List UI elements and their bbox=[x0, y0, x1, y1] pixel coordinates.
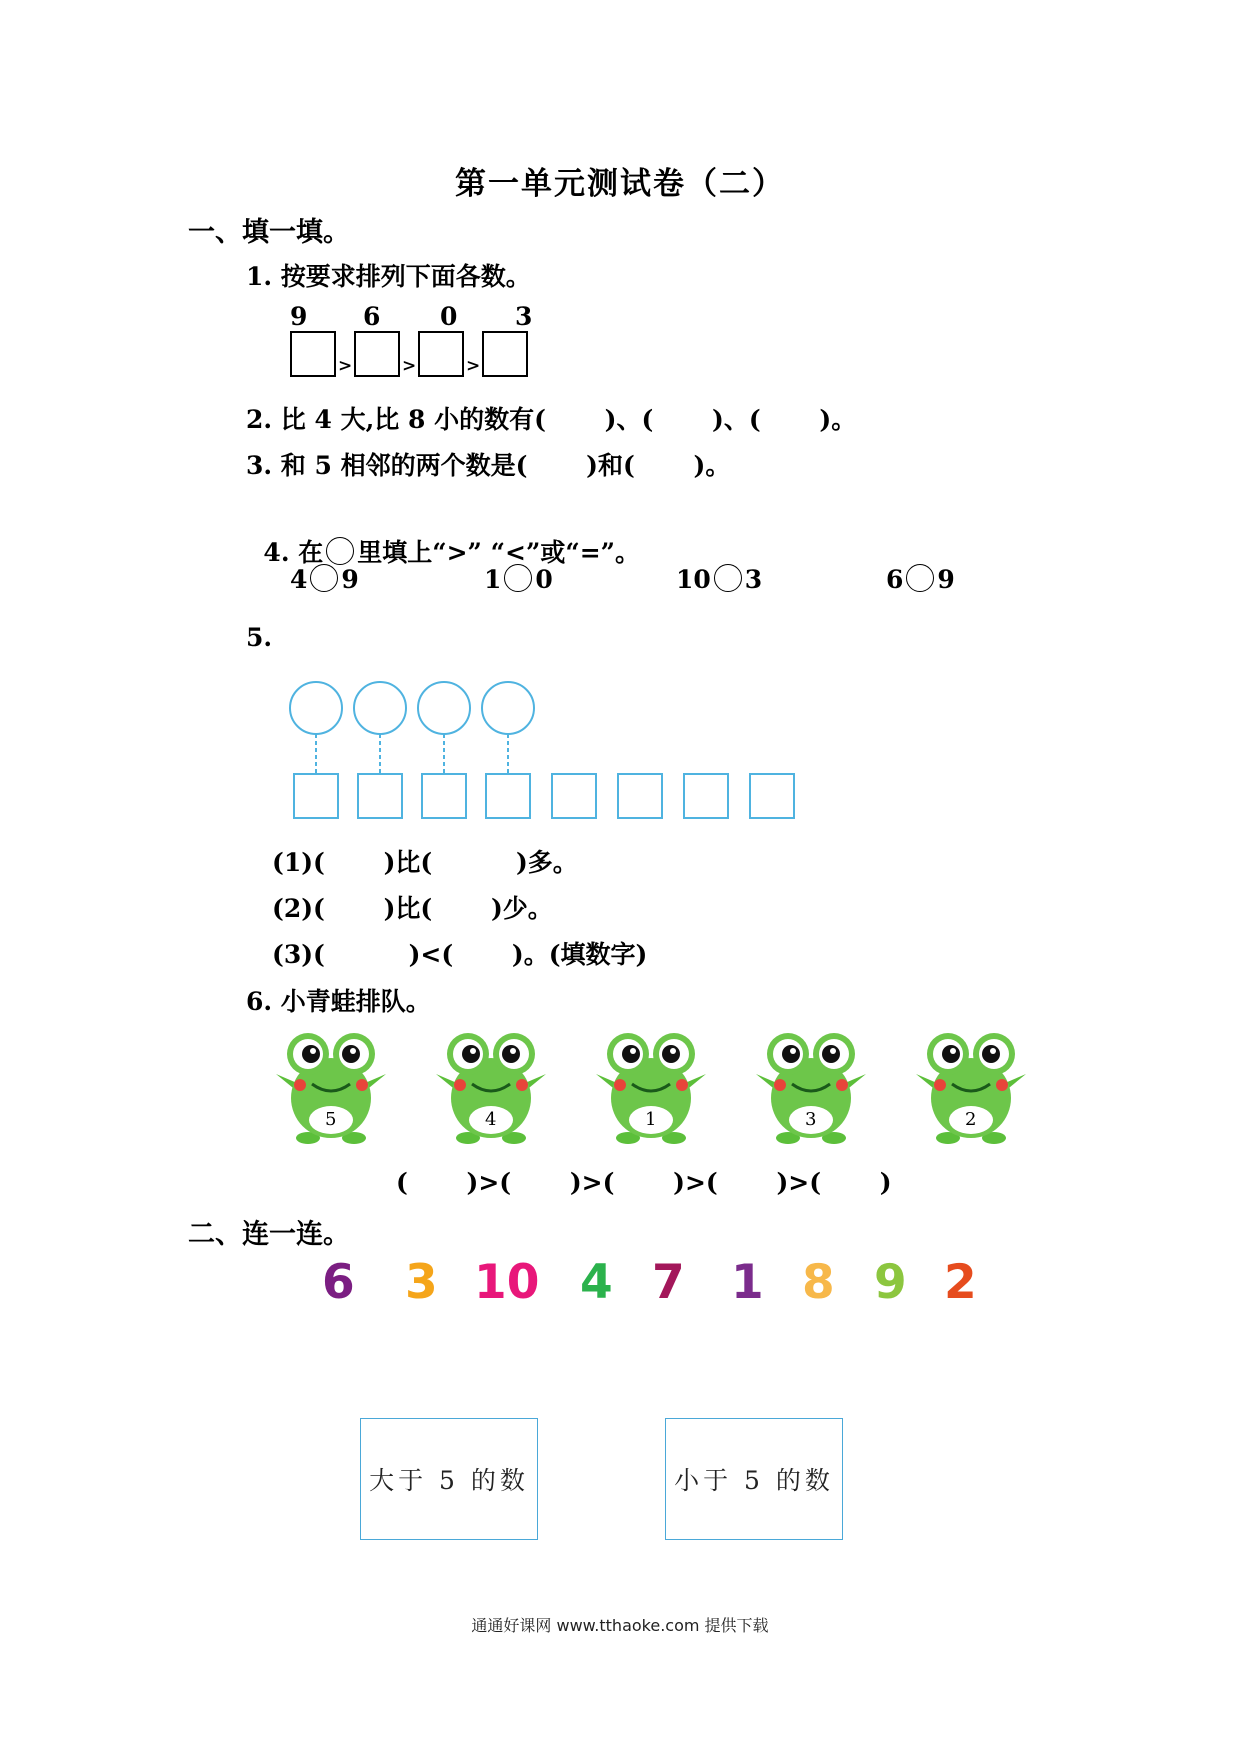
compare-item bbox=[676, 564, 762, 594]
circle-square-diagram bbox=[280, 670, 820, 820]
blue-circle bbox=[354, 682, 406, 734]
q3-text: 3. 和 5 相邻的两个数是( )和( )。 bbox=[246, 451, 731, 480]
answer-box[interactable] bbox=[482, 331, 528, 377]
compare-item bbox=[484, 564, 553, 594]
frog-icon bbox=[908, 1030, 1034, 1148]
compare-left: 6 bbox=[886, 565, 904, 594]
answer-box[interactable] bbox=[354, 331, 400, 377]
blue-circle bbox=[418, 682, 470, 734]
blue-square bbox=[486, 774, 530, 818]
blue-square bbox=[358, 774, 402, 818]
compare-right: 0 bbox=[535, 565, 553, 594]
compare-left: 4 bbox=[290, 565, 308, 594]
q5-line-2: (2)( )比( )少。 bbox=[272, 894, 553, 923]
q5-line-1: (1)( )比( )多。 bbox=[272, 848, 578, 877]
answer-box[interactable] bbox=[290, 331, 336, 377]
colored-number[interactable]: 9 bbox=[874, 1255, 907, 1310]
compare-item bbox=[290, 564, 359, 594]
colored-number[interactable]: 4 bbox=[580, 1255, 613, 1310]
answer-box[interactable] bbox=[418, 331, 464, 377]
blue-square bbox=[684, 774, 728, 818]
frog-icon bbox=[588, 1030, 714, 1148]
colored-number[interactable]: 10 bbox=[474, 1255, 540, 1310]
blue-circle bbox=[482, 682, 534, 734]
q1-number: 3 bbox=[515, 302, 533, 331]
compare-right: 9 bbox=[341, 565, 359, 594]
greater-than-sign: > bbox=[338, 356, 353, 376]
colored-number[interactable]: 3 bbox=[405, 1255, 438, 1310]
compare-right: 3 bbox=[744, 565, 763, 594]
colored-number[interactable]: 2 bbox=[944, 1255, 977, 1310]
q4-prompt bbox=[246, 504, 640, 569]
frog bbox=[428, 1030, 554, 1152]
frog-icon bbox=[428, 1030, 554, 1148]
frog-number: 2 bbox=[965, 1109, 977, 1130]
section2-heading: 二、连一连。 bbox=[188, 1219, 350, 1250]
q5-label: 5. bbox=[246, 623, 273, 652]
frog bbox=[908, 1030, 1034, 1152]
footer-text: 通通好课网 www.tthaoke.com 提供下载 bbox=[471, 1616, 769, 1635]
q4-prompt-start: 4. 在 bbox=[263, 538, 324, 567]
q2-text: 2. 比 4 大,比 8 小的数有( )、( )、( )。 bbox=[246, 405, 857, 434]
colored-number[interactable]: 6 bbox=[322, 1255, 355, 1310]
q4-prompt-end: 里填上“>” “<”或“=”。 bbox=[357, 538, 641, 567]
q6-prompt: 6. 小青蛙排队。 bbox=[246, 987, 431, 1016]
blue-square bbox=[422, 774, 466, 818]
compare-item bbox=[886, 564, 955, 594]
greater-than-sign: > bbox=[402, 356, 417, 376]
q1-number: 9 bbox=[290, 302, 308, 331]
q1-prompt: 1. 按要求排列下面各数。 bbox=[246, 262, 531, 291]
compare-right: 9 bbox=[937, 565, 955, 594]
colored-number[interactable]: 1 bbox=[731, 1255, 764, 1310]
greater-than-sign: > bbox=[466, 356, 481, 376]
category-box-less[interactable]: 小于 5 的数 bbox=[665, 1418, 843, 1540]
blue-square bbox=[750, 774, 794, 818]
frog-number: 1 bbox=[645, 1109, 657, 1130]
compare-left: 1 bbox=[484, 565, 502, 594]
compare-circle[interactable] bbox=[310, 564, 338, 592]
frog bbox=[268, 1030, 394, 1152]
frog bbox=[748, 1030, 874, 1152]
q1-number: 6 bbox=[363, 302, 381, 331]
circle-icon bbox=[326, 537, 354, 565]
frog bbox=[588, 1030, 714, 1152]
frog-icon bbox=[268, 1030, 394, 1148]
blue-square bbox=[294, 774, 338, 818]
compare-circle[interactable] bbox=[714, 564, 742, 592]
compare-left: 10 bbox=[676, 565, 711, 594]
q1-number: 0 bbox=[440, 302, 458, 331]
blue-square bbox=[618, 774, 662, 818]
colored-number[interactable]: 7 bbox=[652, 1255, 685, 1310]
compare-circle[interactable] bbox=[504, 564, 532, 592]
frog-number: 4 bbox=[485, 1109, 497, 1130]
q5-line-3: (3)( )<( )。(填数字) bbox=[272, 940, 648, 969]
frog-icon bbox=[748, 1030, 874, 1148]
page-title: 第一单元测试卷（二） bbox=[455, 166, 785, 202]
frog-number: 5 bbox=[325, 1109, 337, 1130]
compare-circle[interactable] bbox=[906, 564, 934, 592]
category-box-greater[interactable]: 大于 5 的数 bbox=[360, 1418, 538, 1540]
colored-number[interactable]: 8 bbox=[802, 1255, 835, 1310]
blue-square bbox=[552, 774, 596, 818]
blue-circle bbox=[290, 682, 342, 734]
frog-answer-line: ( )>( )>( )>( )>( ) bbox=[396, 1168, 892, 1197]
frog-number: 3 bbox=[805, 1109, 817, 1130]
section1-heading: 一、填一填。 bbox=[188, 217, 350, 248]
